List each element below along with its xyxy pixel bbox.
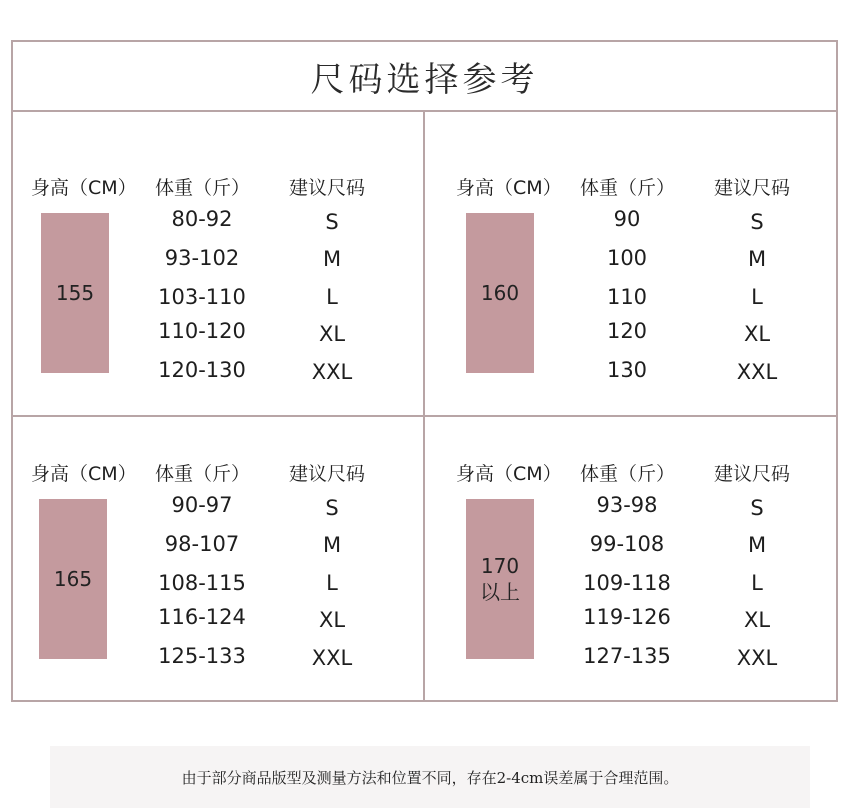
size-cell: M: [322, 533, 342, 557]
height-value: 170: [480, 554, 520, 578]
weight-cell: 119-126: [583, 605, 671, 629]
size-chart-frame: [11, 40, 838, 702]
size-cell: L: [326, 285, 338, 309]
header-height: 身高（CM）: [31, 463, 137, 485]
weight-cell: 130: [606, 358, 648, 382]
header-height: 身高（CM）: [31, 177, 137, 199]
tolerance-note: 由于部分商品版型及测量方法和位置不同，存在2-4cm误差属于合理范围。: [181, 768, 679, 787]
height-block: [466, 499, 534, 659]
page-title: 尺码选择参考: [310, 59, 539, 100]
size-cell: XL: [318, 608, 346, 632]
weight-cell: 100: [606, 246, 648, 270]
header-weight: 体重（斤）: [580, 177, 676, 199]
weight-cell: 110: [606, 285, 648, 309]
weight-cell: 110-120: [158, 319, 246, 343]
header-weight: 体重（斤）: [155, 463, 251, 485]
weight-cell: 109-118: [583, 571, 671, 595]
size-cell: L: [751, 285, 763, 309]
weight-cell: 93-98: [596, 493, 658, 517]
note-bar: [50, 746, 810, 808]
weight-cell: 125-133: [158, 644, 246, 668]
size-cell: XL: [743, 322, 771, 346]
height-value-suffix: 以上: [480, 580, 520, 604]
weight-cell: 90: [613, 207, 641, 231]
title-bar: [13, 42, 836, 112]
size-cell: XXL: [736, 646, 778, 670]
weight-cell: 98-107: [164, 532, 240, 556]
header-weight: 体重（斤）: [580, 463, 676, 485]
vertical-divider: [423, 112, 425, 702]
weight-cell: 99-108: [589, 532, 665, 556]
quadrant-170: [438, 459, 848, 759]
header-weight: 体重（斤）: [155, 177, 251, 199]
size-cell: XL: [318, 322, 346, 346]
weight-cell: 80-92: [171, 207, 233, 231]
size-cell: XXL: [311, 646, 353, 670]
weight-cell: 93-102: [164, 246, 240, 270]
weight-cell: 120: [606, 319, 648, 343]
quadrant-155: [13, 173, 423, 473]
height-value: 160: [480, 281, 520, 305]
size-cell: M: [747, 247, 767, 271]
height-block: [41, 213, 109, 373]
size-cell: S: [325, 496, 339, 520]
size-cell: M: [747, 533, 767, 557]
weight-cell: 103-110: [158, 285, 246, 309]
size-cell: XL: [743, 608, 771, 632]
size-cell: S: [750, 210, 764, 234]
header-height: 身高（CM）: [456, 177, 562, 199]
size-cell: XXL: [736, 360, 778, 384]
header-size: 建议尺码: [714, 463, 791, 485]
size-cell: XXL: [311, 360, 353, 384]
header-size: 建议尺码: [289, 177, 366, 199]
weight-cell: 108-115: [158, 571, 246, 595]
weight-cell: 90-97: [171, 493, 233, 517]
header-height: 身高（CM）: [456, 463, 562, 485]
size-cell: S: [750, 496, 764, 520]
height-block: [466, 213, 534, 373]
weight-cell: 120-130: [158, 358, 246, 382]
weight-cell: 127-135: [583, 644, 671, 668]
quadrant-160: [438, 173, 848, 473]
size-cell: S: [325, 210, 339, 234]
height-value: 155: [55, 281, 95, 305]
size-cell: M: [322, 247, 342, 271]
size-cell: L: [751, 571, 763, 595]
header-size: 建议尺码: [289, 463, 366, 485]
quadrant-165: [13, 459, 423, 759]
weight-cell: 116-124: [158, 605, 246, 629]
height-value: 165: [53, 567, 93, 591]
header-size: 建议尺码: [714, 177, 791, 199]
height-block: [39, 499, 107, 659]
size-cell: L: [326, 571, 338, 595]
